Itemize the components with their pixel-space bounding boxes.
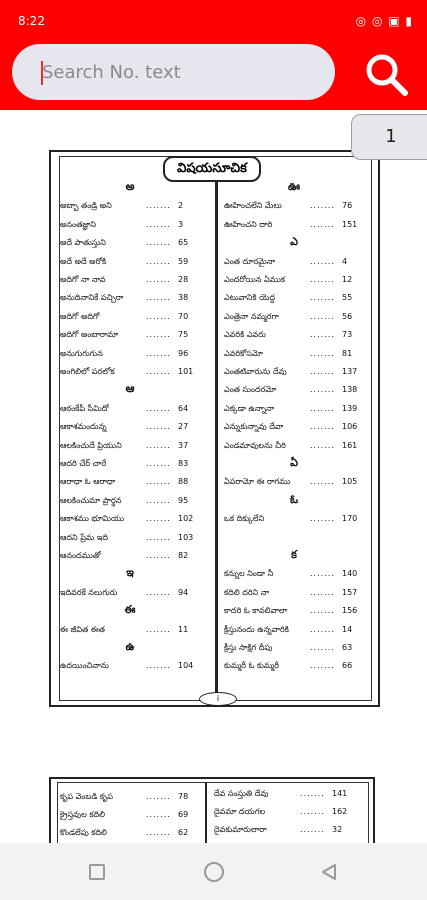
entry-page-number: 2 bbox=[178, 201, 184, 211]
search-button[interactable] bbox=[360, 50, 412, 98]
section-letter: ఆ bbox=[125, 382, 135, 396]
index-entry[interactable] bbox=[60, 254, 200, 270]
section-letter: క bbox=[291, 548, 297, 561]
entry-page-number: 95 bbox=[178, 495, 189, 505]
status-icons: ◎ ◎ ▣ ▮ bbox=[355, 14, 413, 28]
index-entry[interactable] bbox=[60, 825, 200, 841]
entry-page-number: 59 bbox=[178, 256, 189, 266]
entry-title: కదిలి దరిని నా bbox=[224, 587, 270, 597]
entry-page-number: 101 bbox=[178, 367, 194, 376]
index-entry[interactable] bbox=[224, 474, 364, 490]
entry-page-number: 81 bbox=[342, 348, 353, 358]
entry-page-number: 55 bbox=[342, 293, 353, 303]
entry-leader-dots: ....... bbox=[310, 367, 335, 376]
entry-leader-dots: ....... bbox=[300, 789, 325, 798]
section-letter: అ bbox=[125, 180, 135, 193]
recents-square-icon[interactable] bbox=[89, 864, 105, 880]
entry-title: ఊహించలేని మేలు bbox=[224, 201, 282, 211]
index-entry[interactable] bbox=[60, 658, 200, 674]
entry-page-number: 156 bbox=[342, 606, 358, 616]
entry-page-number: 70 bbox=[178, 311, 189, 321]
entry-leader-dots: ....... bbox=[146, 348, 171, 358]
entry-leader-dots: ....... bbox=[300, 807, 325, 816]
index-entry[interactable] bbox=[60, 401, 200, 417]
index-entry[interactable] bbox=[60, 622, 200, 638]
index-entry[interactable] bbox=[224, 272, 364, 288]
entry-title: దైవమా దయగల bbox=[214, 807, 266, 816]
entry-title: అబ్బా తండ్రి అని bbox=[60, 201, 112, 211]
entry-leader-dots: ....... bbox=[146, 422, 171, 432]
entry-page-number: 65 bbox=[178, 238, 189, 248]
page-marker: i bbox=[199, 692, 237, 706]
entry-leader-dots: ....... bbox=[146, 219, 171, 229]
entry-title: క్రీస్తునందు ఉన్నవారికి bbox=[224, 624, 289, 634]
entry-page-number: 106 bbox=[342, 422, 358, 432]
entry-page-number: 94 bbox=[178, 587, 189, 597]
entry-page-number: 96 bbox=[178, 348, 189, 358]
entry-title: ఇదివరకే నలుగురు bbox=[60, 587, 118, 597]
entry-leader-dots: ....... bbox=[146, 587, 171, 597]
entry-page-number: 161 bbox=[342, 440, 358, 450]
entry-page-number: 170 bbox=[342, 514, 358, 524]
entry-leader-dots: ....... bbox=[146, 403, 171, 413]
entry-leader-dots: ....... bbox=[310, 661, 335, 671]
index-entry[interactable] bbox=[60, 346, 200, 362]
index-entry[interactable] bbox=[60, 548, 200, 564]
entry-title: ఆరాధా ఓ ఆరాధా bbox=[60, 477, 116, 487]
home-circle-icon[interactable] bbox=[204, 862, 224, 882]
entry-page-number: 11 bbox=[178, 624, 189, 634]
index-entry[interactable] bbox=[224, 585, 364, 601]
entry-leader-dots: ....... bbox=[146, 792, 171, 801]
entry-leader-dots: ....... bbox=[146, 495, 171, 505]
entry-leader-dots: ....... bbox=[146, 514, 171, 524]
search-input[interactable] bbox=[42, 59, 322, 85]
entry-title: ఎవరికి ఎవరు bbox=[224, 330, 266, 340]
entry-page-number: 83 bbox=[178, 459, 189, 468]
section-letter: ఏ bbox=[290, 456, 298, 469]
entry-leader-dots: ....... bbox=[310, 643, 335, 652]
entry-leader-dots: ....... bbox=[146, 293, 171, 303]
entry-leader-dots: ....... bbox=[146, 367, 171, 376]
section-letter: ఉ bbox=[125, 640, 135, 653]
index-entry[interactable] bbox=[224, 217, 364, 233]
column-divider bbox=[215, 178, 218, 698]
entry-leader-dots: ....... bbox=[146, 624, 171, 634]
entry-leader-dots: ....... bbox=[146, 440, 171, 450]
entry-title: ఊహించని దారి bbox=[224, 219, 273, 229]
entry-leader-dots: ....... bbox=[146, 201, 171, 211]
entry-leader-dots: ....... bbox=[146, 477, 171, 487]
entry-leader-dots: ....... bbox=[146, 828, 171, 837]
entry-page-number: 162 bbox=[332, 807, 348, 816]
entry-title: ఎంత దూరమైనా bbox=[224, 256, 276, 266]
entry-leader-dots: ....... bbox=[310, 293, 335, 303]
entry-leader-dots: ....... bbox=[146, 551, 171, 560]
entry-page-number: 27 bbox=[178, 422, 189, 432]
section-letter: ఓ bbox=[289, 492, 299, 506]
entry-title: క్రీస్తు సాక్షిగ దీపు bbox=[224, 643, 273, 652]
index-entry[interactable] bbox=[224, 438, 364, 454]
entry-page-number: 4 bbox=[342, 256, 348, 266]
index-entry[interactable] bbox=[224, 364, 364, 380]
index-entry[interactable] bbox=[60, 530, 200, 546]
entry-leader-dots: ....... bbox=[310, 569, 335, 579]
entry-title: ఆకాశము భూమియు bbox=[60, 514, 125, 524]
entry-leader-dots: ....... bbox=[300, 825, 325, 834]
entry-title: ఎంతటివారును దేవు bbox=[224, 367, 287, 376]
entry-title: ఎండమావులను చీరి bbox=[224, 440, 286, 450]
entry-title: ఆఠంకేపీ సీమిదో bbox=[60, 403, 109, 413]
entry-leader-dots: ....... bbox=[310, 440, 335, 450]
index-entry[interactable] bbox=[224, 327, 364, 343]
entry-title: కన్నుల నిండా నీ bbox=[224, 569, 274, 579]
index-entry[interactable] bbox=[60, 493, 200, 509]
index-entry[interactable] bbox=[224, 254, 364, 270]
system-nav-bar bbox=[0, 843, 427, 900]
section-letter: ఈ bbox=[124, 603, 136, 617]
entry-title: అదే అదే అరోకి bbox=[60, 256, 107, 266]
status-time: 8:22 bbox=[18, 14, 45, 28]
index-entry[interactable] bbox=[224, 622, 364, 638]
entry-title: ఆనందముతో bbox=[60, 551, 101, 560]
entry-page-number: 14 bbox=[342, 624, 353, 634]
index-entry[interactable] bbox=[224, 419, 364, 435]
entry-leader-dots: ....... bbox=[310, 385, 335, 395]
entry-title: కృప వెంబడి కృప bbox=[60, 792, 113, 801]
entry-leader-dots: ....... bbox=[310, 311, 335, 321]
entry-page-number: 82 bbox=[178, 551, 189, 560]
entry-page-number: 63 bbox=[342, 643, 353, 652]
entry-title: దైవకుమారులారా bbox=[214, 825, 267, 834]
index-entry[interactable] bbox=[60, 511, 200, 527]
entry-page-number: 138 bbox=[342, 385, 358, 395]
index-entry[interactable] bbox=[60, 419, 200, 435]
index-entry[interactable] bbox=[60, 438, 200, 454]
entry-page-number: 75 bbox=[178, 330, 189, 340]
section-letter: ఊ bbox=[287, 180, 301, 193]
index-entry[interactable] bbox=[60, 235, 200, 251]
entry-page-number: 32 bbox=[332, 825, 343, 834]
index-entry[interactable] bbox=[60, 456, 200, 472]
entry-page-number: 64 bbox=[178, 403, 189, 413]
status-bar bbox=[0, 0, 427, 40]
entry-page-number: 140 bbox=[342, 569, 358, 579]
entry-leader-dots: ....... bbox=[146, 238, 171, 248]
entry-title: ఎక్కడా ఉన్నానా bbox=[224, 403, 275, 413]
entry-leader-dots: ....... bbox=[146, 810, 171, 819]
index-entry[interactable] bbox=[60, 789, 200, 805]
entry-page-number: 151 bbox=[342, 219, 358, 229]
index-entry[interactable] bbox=[60, 309, 200, 325]
entry-page-number: 28 bbox=[178, 275, 189, 284]
entry-page-number: 88 bbox=[178, 477, 189, 487]
entry-title: ఎవరికోసమో bbox=[224, 348, 263, 358]
entry-page-number: 104 bbox=[178, 661, 194, 671]
entry-title: అదే పాతుస్తుని bbox=[60, 238, 106, 248]
entry-leader-dots: ....... bbox=[310, 256, 335, 266]
entry-page-number: 3 bbox=[178, 219, 184, 229]
entry-page-number: 137 bbox=[342, 367, 358, 376]
entry-leader-dots: ....... bbox=[310, 403, 335, 413]
entry-page-number: 37 bbox=[178, 440, 189, 450]
text-caret bbox=[41, 61, 43, 85]
entry-title: కుమ్మరీ ఓ కుమ్మరీ bbox=[224, 661, 279, 671]
entry-title: ఎందరోయిన ఏముక bbox=[224, 275, 286, 284]
entry-page-number: 102 bbox=[178, 514, 194, 524]
index-entry[interactable] bbox=[60, 327, 200, 343]
entry-leader-dots: ....... bbox=[146, 661, 171, 671]
index-entry[interactable] bbox=[224, 382, 364, 398]
section-letter: ఇ bbox=[126, 566, 134, 580]
index-entry[interactable] bbox=[60, 807, 200, 823]
entry-page-number: 141 bbox=[332, 789, 348, 798]
index-entry[interactable] bbox=[60, 217, 200, 233]
entry-title: ఆదరి చేర్ చారే bbox=[60, 459, 107, 468]
index-entry[interactable] bbox=[224, 401, 364, 417]
index-title: విషయసూచిక bbox=[163, 156, 261, 182]
page-number-badge[interactable]: 1 bbox=[351, 114, 427, 160]
index-entry[interactable] bbox=[224, 346, 364, 362]
entry-leader-dots: ....... bbox=[310, 422, 335, 432]
index-entry[interactable] bbox=[60, 290, 200, 306]
index-entry[interactable] bbox=[60, 364, 200, 380]
entry-leader-dots: ....... bbox=[146, 275, 171, 284]
index-entry[interactable] bbox=[224, 309, 364, 325]
index-entry[interactable] bbox=[60, 474, 200, 490]
entry-title: ఆదని ప్రేమ ఇది bbox=[60, 532, 109, 542]
entry-title: కాదరి ఓ కావలివాలా bbox=[224, 606, 288, 616]
index-entry[interactable] bbox=[214, 822, 354, 838]
index-entry[interactable] bbox=[60, 585, 200, 601]
index-entry[interactable] bbox=[224, 640, 364, 656]
index-entry[interactable] bbox=[224, 511, 364, 527]
back-triangle-icon[interactable] bbox=[320, 863, 338, 881]
section-letter: ఎ bbox=[290, 235, 298, 249]
entry-leader-dots: ....... bbox=[310, 348, 335, 358]
entry-leader-dots: ....... bbox=[146, 330, 171, 340]
entry-title: ఎటువానికి యెద్ద bbox=[224, 293, 276, 303]
entry-title: అంగిలిలో పరలోక bbox=[60, 367, 115, 376]
entry-leader-dots: ....... bbox=[146, 459, 171, 468]
entry-leader-dots: ....... bbox=[310, 624, 335, 634]
entry-title: ఎన్నుకున్నావు దేవా bbox=[224, 422, 284, 432]
entry-page-number: 62 bbox=[178, 828, 189, 837]
entry-leader-dots: ....... bbox=[310, 477, 335, 487]
index-entry[interactable] bbox=[224, 658, 364, 674]
entry-page-number: 103 bbox=[178, 532, 194, 542]
entry-title: అనుదినానికే పచ్చిరా bbox=[60, 293, 124, 303]
header-bar bbox=[0, 40, 427, 110]
entry-title: అదిగో అంబారామా bbox=[60, 330, 119, 340]
entry-leader-dots: ....... bbox=[146, 532, 171, 542]
index-entry[interactable] bbox=[224, 198, 364, 214]
entry-title: దేవ సంస్తుతి దేవు bbox=[214, 789, 269, 798]
entry-page-number: 69 bbox=[178, 810, 189, 819]
entry-leader-dots: ....... bbox=[310, 606, 335, 616]
search-box[interactable] bbox=[12, 44, 335, 100]
entry-title: ఆకాశమందున్న bbox=[60, 422, 107, 432]
entry-title: క్రైస్తవుల కదిలి bbox=[60, 810, 106, 819]
entry-title: అనుగుగుగున bbox=[60, 348, 103, 358]
index-entry[interactable] bbox=[60, 272, 200, 288]
entry-leader-dots: ....... bbox=[146, 256, 171, 266]
entry-title: అనంతజ్ఞాని bbox=[60, 219, 97, 229]
entry-title: ఒక దిక్కులేని bbox=[224, 514, 265, 524]
entry-title: కొండలేపు కదిలి bbox=[60, 828, 107, 837]
entry-title: ఆలకించుమా ప్రార్థన bbox=[60, 495, 122, 505]
entry-page-number: 73 bbox=[342, 330, 353, 340]
entry-title: ఏపరామో ఈ రాగము bbox=[224, 477, 291, 487]
entry-title: ఆలకించుదే ప్రియుని bbox=[60, 440, 122, 450]
entry-page-number: 38 bbox=[178, 293, 189, 303]
entry-title: ఎంత సుందరమో bbox=[224, 385, 277, 395]
index-entry[interactable] bbox=[60, 198, 200, 214]
index-entry[interactable] bbox=[224, 566, 364, 582]
entry-page-number: 12 bbox=[342, 275, 353, 284]
entry-page-number: 105 bbox=[342, 477, 358, 487]
entry-title: ఈ జీవిత ఈత bbox=[60, 624, 105, 634]
entry-leader-dots: ....... bbox=[310, 275, 335, 284]
entry-page-number: 56 bbox=[342, 311, 353, 321]
search-icon bbox=[360, 50, 412, 98]
index-entry[interactable] bbox=[214, 786, 354, 802]
entry-page-number: 66 bbox=[342, 661, 353, 671]
entry-title: అదిగో అదిగో bbox=[60, 311, 100, 321]
entry-page-number: 78 bbox=[178, 792, 189, 801]
entry-title: అదిగో నా నావ bbox=[60, 275, 106, 284]
entry-title: ఎంత్రెనా నమ్మరగా bbox=[224, 311, 279, 321]
index-entry[interactable] bbox=[224, 603, 364, 619]
entry-leader-dots: ....... bbox=[310, 587, 335, 597]
entry-page-number: 76 bbox=[342, 201, 353, 211]
entry-page-number: 157 bbox=[342, 587, 358, 597]
index-entry[interactable] bbox=[224, 290, 364, 306]
entry-leader-dots: ....... bbox=[146, 311, 171, 321]
entry-leader-dots: ....... bbox=[310, 219, 335, 229]
entry-title: ఉదయించినాను bbox=[60, 661, 109, 671]
entry-leader-dots: ....... bbox=[310, 201, 335, 211]
index-entry[interactable] bbox=[214, 804, 354, 820]
entry-leader-dots: ....... bbox=[310, 330, 335, 340]
entry-page-number: 139 bbox=[342, 403, 358, 413]
entry-leader-dots: ....... bbox=[310, 514, 335, 524]
